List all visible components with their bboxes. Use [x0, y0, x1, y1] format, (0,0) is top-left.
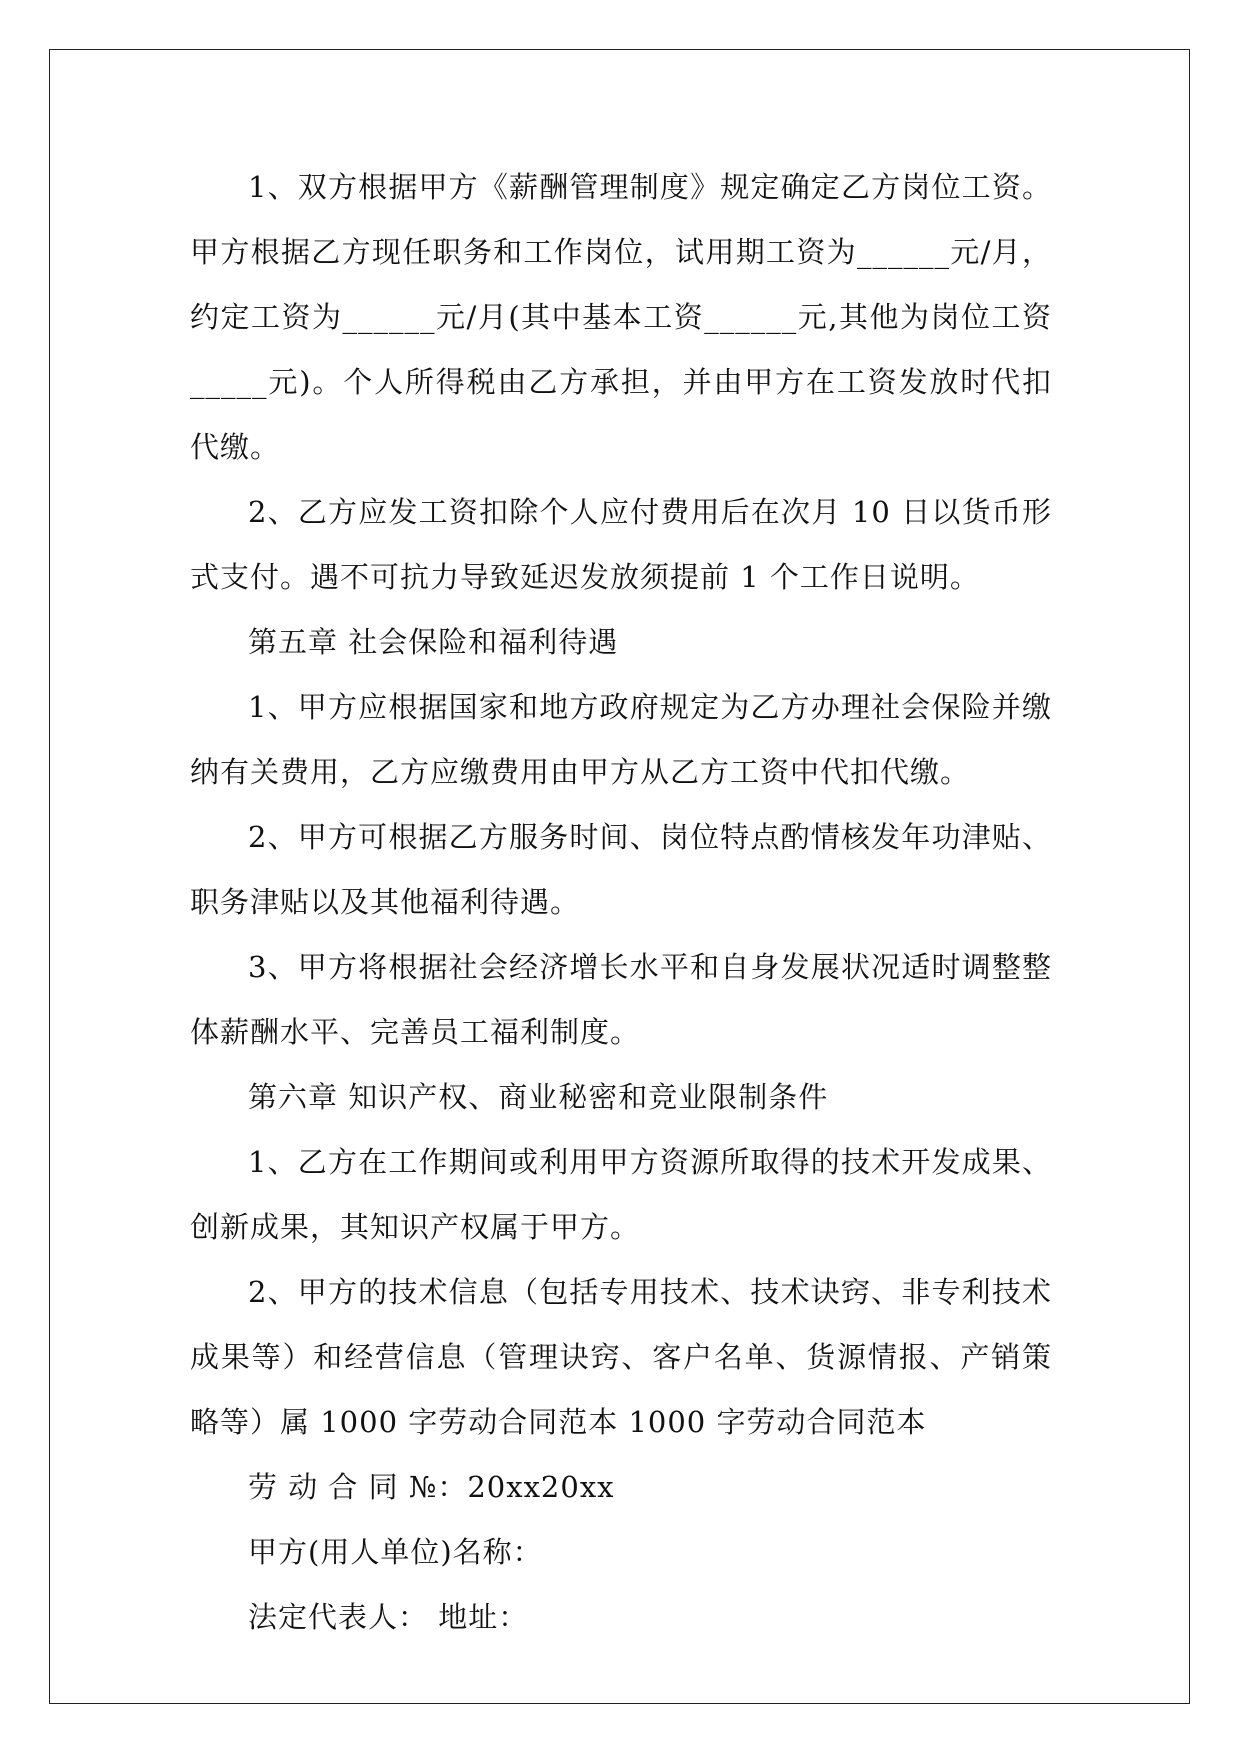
chapter-6-heading: 第六章 知识产权、商业秘密和竞业限制条件	[248, 1080, 829, 1114]
clause-social-insurance: 1、甲方应根据国家和地方政府规定为乙方办理社会保险并缴纳有关费用，乙方应缴费用由甲方从乙方工资中代扣代缴。	[190, 690, 1052, 789]
clause-trade-secrets: 2、甲方的技术信息（包括专用技术、技术诀窍、非专利技术成果等）和经营信息（管理诀窍、客户名单、货源情报、产销策略等）属 1000 字劳动合同范本 1000 字劳动合同范本	[190, 1275, 1052, 1439]
clause-salary-determination: 1、双方根据甲方《薪酬管理制度》规定确定乙方岗位工资。甲方根据乙方现任职务和工作岗位，试用期工资为______元/月，约定工资为______元/月(其中基本工资______元,其他为岗位工资_____元)。个人所得税由乙方承担，并由甲方在工资发放时代扣代缴。	[190, 170, 1052, 464]
contract-number-line: 劳 动 合 同 №：20xx20xx	[248, 1470, 615, 1504]
document-body	[190, 155, 1052, 1650]
employer-name-line: 甲方(用人单位)名称：	[248, 1535, 543, 1569]
clause-ip-ownership: 1、乙方在工作期间或利用甲方资源所取得的技术开发成果、创新成果，其知识产权属于甲方。	[190, 1145, 1052, 1244]
clause-salary-adjustment: 3、甲方将根据社会经济增长水平和自身发展状况适时调整整体薪酬水平、完善员工福利制度。	[190, 950, 1052, 1049]
clause-salary-payment: 2、乙方应发工资扣除个人应付费用后在次月 10 日以货币形式支付。遇不可抗力导致延迟发放须提前 1 个工作日说明。	[190, 495, 1052, 594]
legal-rep-address-line: 法定代表人： 地址：	[248, 1600, 529, 1634]
chapter-5-heading: 第五章 社会保险和福利待遇	[248, 625, 619, 659]
clause-allowances: 2、甲方可根据乙方服务时间、岗位特点酌情核发年功津贴、职务津贴以及其他福利待遇。	[190, 820, 1052, 919]
